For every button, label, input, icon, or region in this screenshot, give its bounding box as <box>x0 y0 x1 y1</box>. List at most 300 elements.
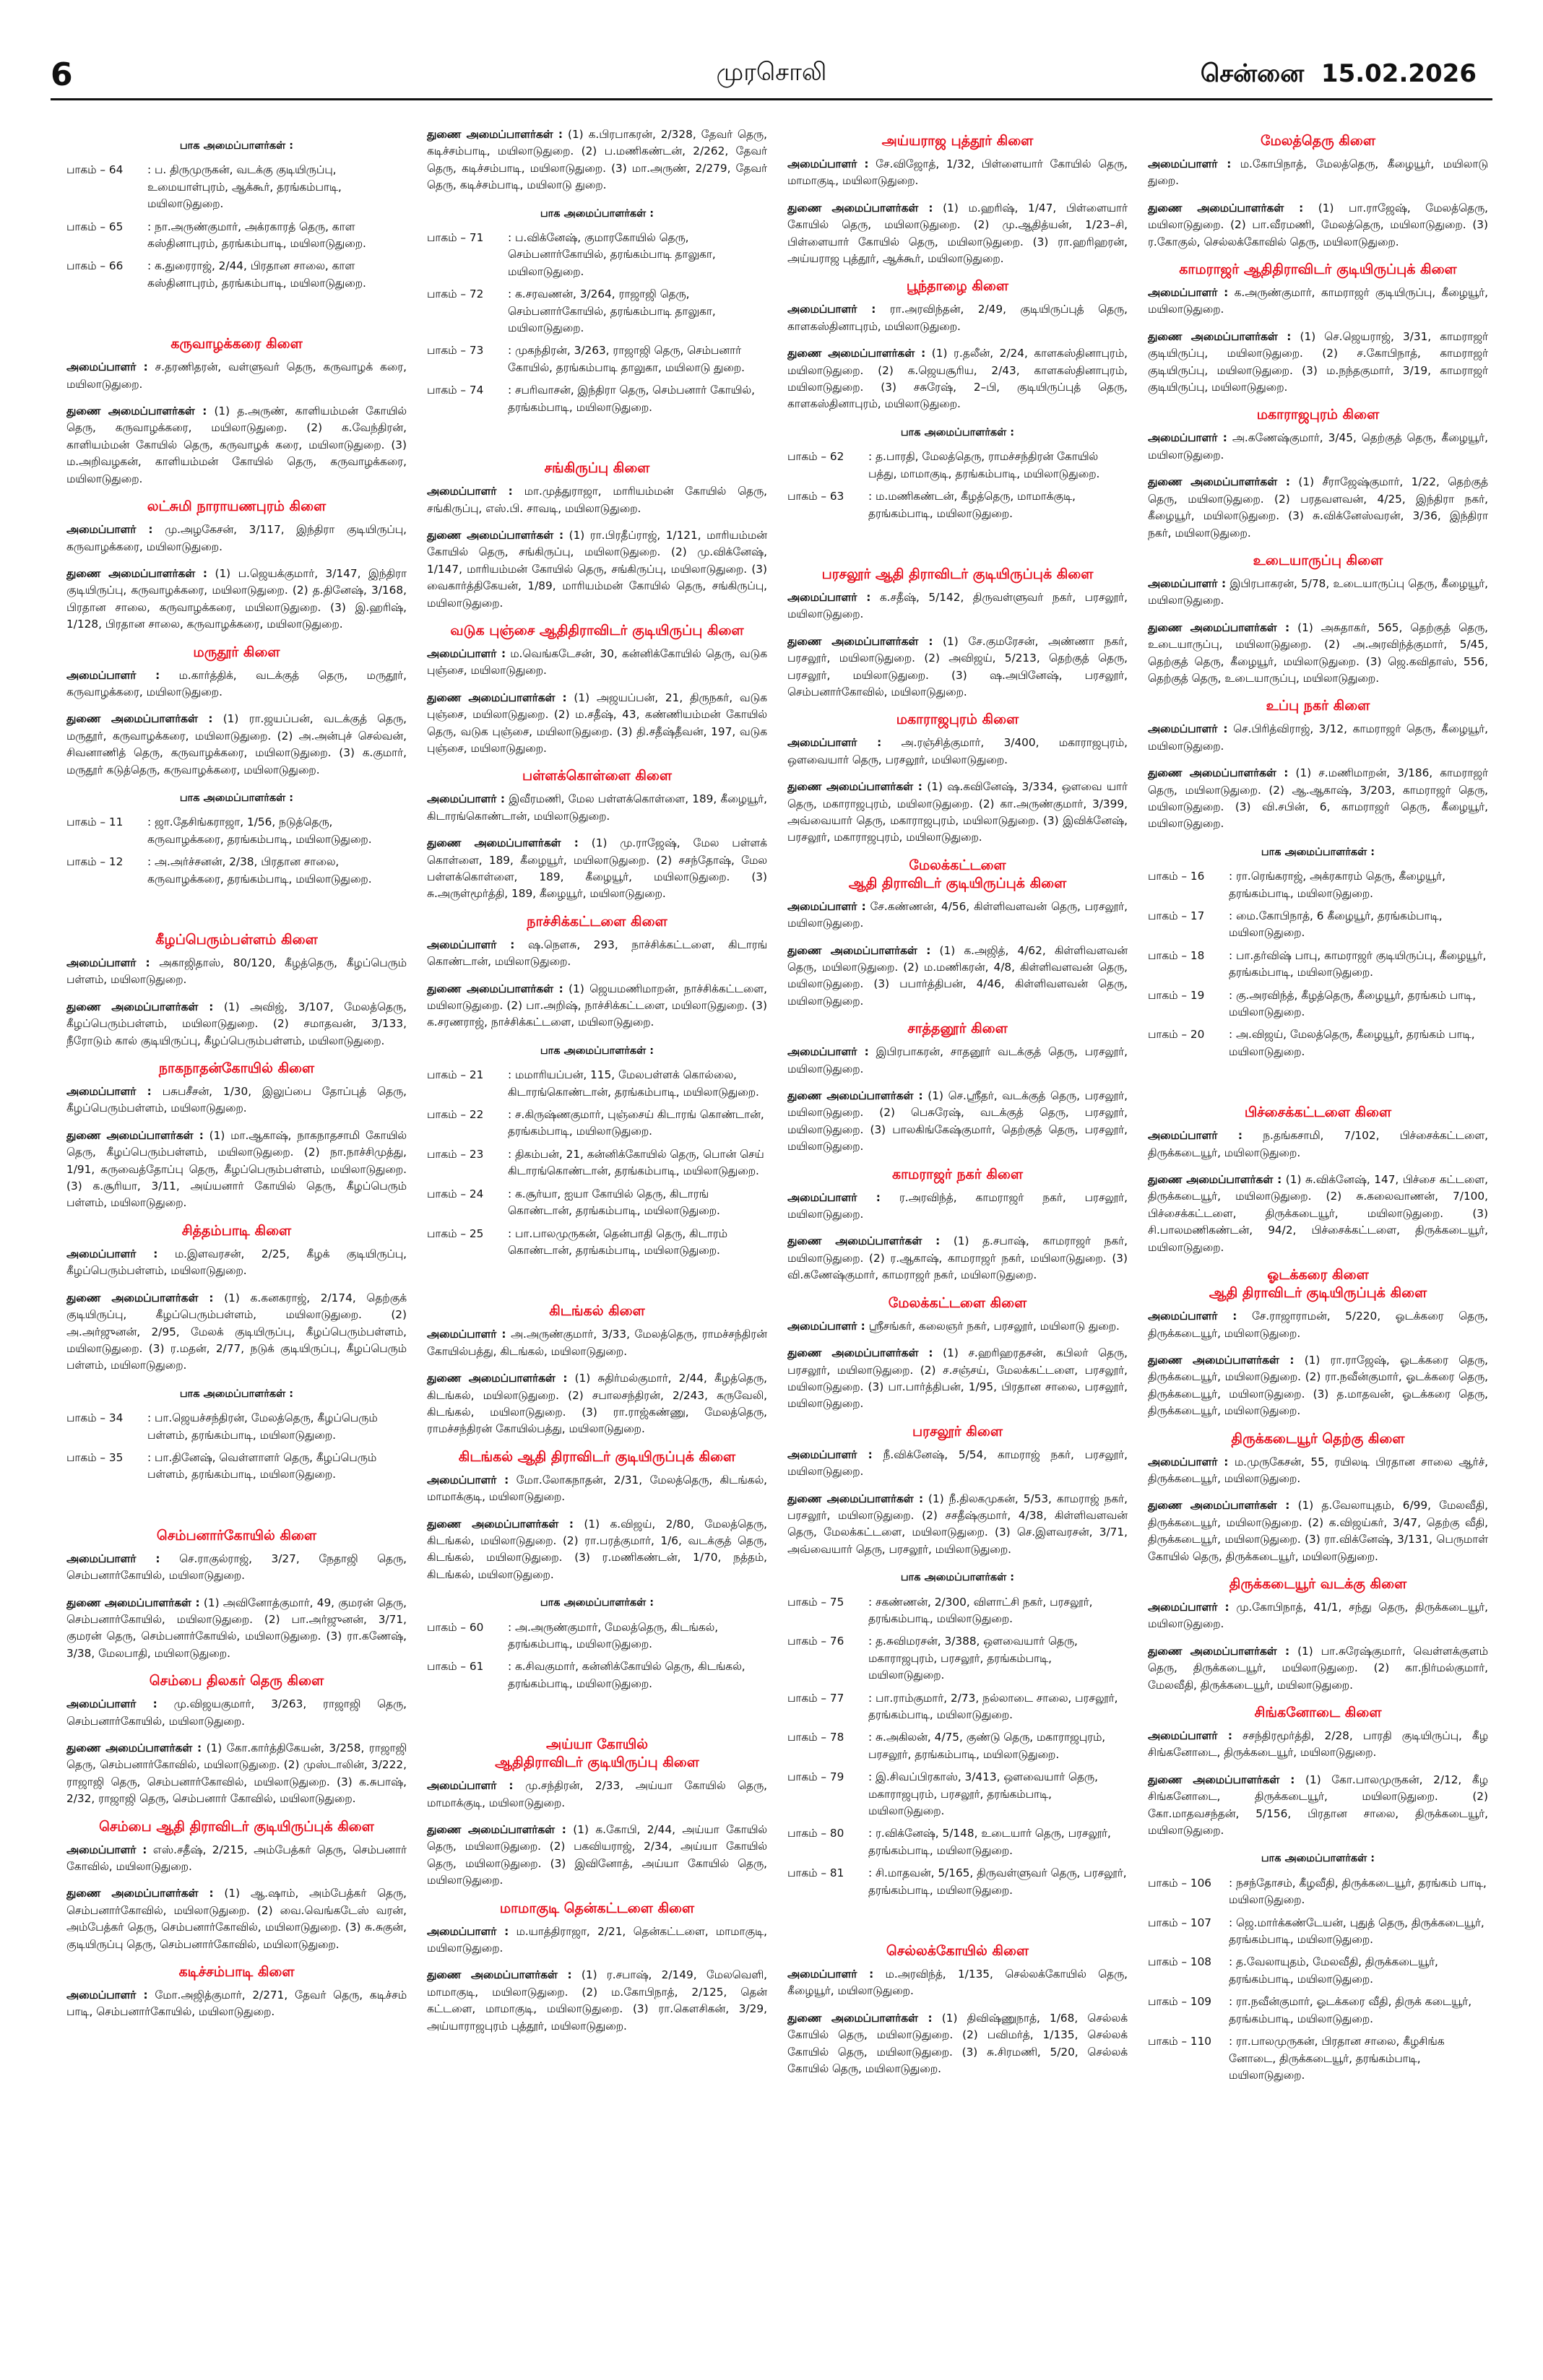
booth-row <box>427 1226 767 1260</box>
deputies-text: (1) அவிஜ், 3/107, மேலத்தெரு, கீழப்பெரும்பள்ளம், மயிலாடுதுறை. (2) சமாதவன், 3/133, நீரோடும் கால் குடியிருப்பு, கீழப்பெரும்பள்ளம், மயிலாடுதுறை. <box>66 1000 407 1047</box>
deputies-text: (1) செ.ஸ்ரீதர், வடக்குத் தெரு, பரசலூர், மயிலாடுதுறை. (2) பெசுரேஷ், வடக்குத் தெரு, பரசலூர், மயிலாடுதுறை. (3) பாலகிங்கேஷ்குமார், தெற்குத் தெரு, பரசலூர், மயிலாடுதுறை. <box>787 1089 1128 1154</box>
deputies-paragraph <box>1148 765 1488 833</box>
deputies-label: துணை அமைப்பாளர்கள் : <box>66 1128 204 1142</box>
secretary-label: அமைப்பாளர் : <box>427 485 513 498</box>
branch-title: கிடங்கல் கிளை <box>549 1303 645 1320</box>
secretary-paragraph <box>427 1778 767 1812</box>
booth-row <box>787 1633 1128 1684</box>
secretary-label: அமைப்பாளர் : <box>787 1045 869 1059</box>
secretary-text: ரா.அரவிந்தன், 2/49, குடியிருப்புத் தெரு, காளகஸ்தினாபுரம், மயிலாடுதுறை. <box>787 303 1128 333</box>
city: சென்னை <box>1200 59 1305 88</box>
secretary-label: அமைப்பாளர் : <box>1148 722 1228 736</box>
section-gap <box>66 893 407 924</box>
secretary-paragraph <box>66 955 407 989</box>
branch-title: வடுக புஞ்சை ஆதிதிராவிடர் குடியிருப்பு கிளை <box>450 622 744 639</box>
secretary-paragraph <box>1148 1128 1488 1161</box>
booth-text: : ரா.நவீன்குமார், ஓடக்கரை வீதி, திருக் கடையூர், தரங்கம்பாடி, மயிலாடுதுறை. <box>1229 1995 1472 2025</box>
branch-section <box>787 857 1128 1010</box>
booth-text: : க.சிவகுமார், கன்னிக்கோயில் தெரு, கிடங்கல், தரங்கம்பாடி, மயிலாடுதுறை. <box>508 1660 745 1690</box>
booth-number: பாகம் – 34 <box>66 1411 124 1425</box>
branch-title: மேலத்தெரு கிளை <box>1260 133 1375 149</box>
branch-title: பரசலூர் ஆதி திராவிடர் குடியிருப்புக் கிளை <box>821 566 1094 582</box>
secretary-text: ம.அரவிந்த், 1/135, செல்லக்கோயில் தெரு, கீழையூர், மயிலாடுதுறை. <box>787 1968 1128 1998</box>
booth-text: : பா.ராம்குமார், 2/73, நல்லாடை சாலை, பரசலூர், தரங்கம்பாடி, மயிலாடுதுறை. <box>868 1691 1118 1721</box>
deputies-text: (1) அசுதாகர், 565, தெற்குத் தெரு, உடையாருப்பு, மயிலாடுதுறை. (2) அ.அரவிந்த்குமார், 5/45, தெற்குத் தெரு, கீழையூர், மயிலாடுதுறை. (3) ஜெ.கவிதாஸ், 556, தெற்குத் தெரு, உடையாருப்பு, மயிலாடுதுறை. <box>1148 620 1488 685</box>
deputies-label: துணை அமைப்பாளர்கள் : <box>1148 1644 1290 1658</box>
booth-row <box>427 1186 767 1220</box>
deputies-paragraph <box>66 1885 407 1953</box>
booth-text: : க.துரைராஜ், 2/44, பிரதான சாலை, காள கஸ்தினாபுரம், தரங்கம்பாடி, மயிலாடுதுறை. <box>147 259 366 290</box>
branch-section <box>1148 1575 1488 1694</box>
branch-section <box>787 1942 1128 2077</box>
booth-text: : அ.அருண்குமார், மேலத்தெரு, கிடங்கல், தரங்கம்பாடி, மயிலாடுதுறை. <box>508 1620 719 1650</box>
secretary-text: ம.இளவரசன், 2/25, கீழக் குடியிருப்பு, கீழப்பெரும்பள்ளம், மயிலாடுதுறை. <box>66 1247 407 1278</box>
deputies-paragraph <box>66 1290 407 1375</box>
booth-row <box>1148 948 1488 982</box>
secretary-text: மு.சந்திரன், 2/33, அய்யா கோயில் தெரு, மாமாக்குடி, மயிலாடுதுறை. <box>427 1779 767 1809</box>
secretary-text: இபிரபாகரன், 5/78, உடையாருப்பு தெரு, கீழையூர், மயிலாடுதுறை. <box>1148 576 1488 607</box>
secretary-text: ஷ.நெளசு, 293, நாச்சிக்கட்டளை, கிடாரங் கொண்டான், மயிலாடுதுறை. <box>427 938 767 969</box>
branch-section <box>787 1294 1128 1413</box>
booth-text: : இ.சிவப்பிரகாஸ், 3/413, ஒளவையார் தெரு, மகாராஜபுரம், பரசலூர், தரங்கம்பாடி, மயிலாடுதுறை. <box>868 1770 1098 1818</box>
secretary-text: சசந்திரமூர்த்தி, 2/28, பாரதி குடியிருப்பு, கீழ சிங்கனோடை, திருக்கடையூர், மயிலாடுதுறை. <box>1148 1729 1488 1760</box>
booth-text: : முகந்திரன், 3/263, ராஜாஜி தெரு, செம்பனார் கோயில், தரங்கம்பாடி தாலுகா, மயிலாடு துறை. <box>508 344 745 374</box>
booth-text: : பா.பாலமுருகன், தென்பாதி தெரு, கிடாரம் கொண்டான், தரங்கம்பாடி, மயிலாடுதுறை. <box>508 1226 727 1257</box>
deputies-label: துணை அமைப்பாளர்கள் : <box>787 1346 933 1360</box>
section-gap <box>1148 2090 1488 2120</box>
booth-text: : ஜா.தேசிங்கராஜா, 1/56, நடுத்தெரு, கருவாழக்கரை, தரங்கம்பாடி, மயிலாடுதுறை. <box>147 815 372 846</box>
secretary-label: அமைப்பாளர் : <box>427 646 506 660</box>
branch-section <box>1148 406 1488 541</box>
secretary-text: இபிரபாகரன், சாதனூர் வடக்குத் தெரு, பரசலூர், மயிலாடுதுறை. <box>787 1045 1128 1076</box>
branch-title: உப்பு நகர் கிளை <box>1266 698 1370 714</box>
booth-number: பாகம் – 107 <box>1148 1916 1212 1929</box>
secretary-label: அமைப்பாளர் : <box>427 938 515 951</box>
secretary-label: அமைப்பாளர் : <box>66 1247 158 1260</box>
branch-section <box>427 1900 767 2035</box>
branch-section <box>1148 1104 1488 1256</box>
secretary-text: அ.கணேஷ்குமார், 3/45, தெற்குத் தெரு, கீழையூர், மயிலாடுதுறை. <box>1148 431 1488 462</box>
booth-number: பாகம் – 64 <box>66 163 124 177</box>
secretary-paragraph <box>427 1924 767 1957</box>
secretary-label: அமைப்பாளர் : <box>787 303 876 316</box>
booth-text: : பா.தினேஷ், வெள்ளாளர் தெரு, கீழப்பெரும் பள்ளம், தரங்கம்பாடி, மயிலாடுதுறை. <box>147 1450 377 1481</box>
deputies-paragraph <box>1148 1643 1488 1694</box>
deputies-label: துணை அமைப்பாளர்கள் : <box>1148 620 1290 634</box>
deputies-text: (1) மு.ராஜேஷ், மேல பள்ளக் கொள்ளை, 189, கீழையூர், மயிலாடுதுறை. (2) சசந்தோஷ், மேல பள்ளக்கொள்ளை, 189, கீழையூர், மயிலாடுதுறை. (3) சு.அருள்மூர்த்தி, 189, கீழையூர், மயிலாடுதுறை. <box>427 836 767 901</box>
secretary-text: ர.அரவிந்த், காமராஜர் நகர், பரசலூர், மயிலாடுதுறை. <box>787 1190 1128 1221</box>
secretary-text: சே.விஜோத், 1/32, பிள்ளையார் கோயில் தெரு, மாமாகுடி, மயிலாடுதுறை. <box>787 157 1128 188</box>
secretary-paragraph <box>787 589 1128 623</box>
booth-text: : ஜெ.மார்க்கண்டேயன், புதுத் தெரு, திருக்கடையூர், தரங்கம்பாடி, மயிலாடுதுறை. <box>1229 1916 1484 1947</box>
deputies-label: துணை அமைப்பாளர்கள் : <box>787 780 922 794</box>
booth-number: பாகம் – 79 <box>787 1770 844 1784</box>
booth-row <box>427 286 767 337</box>
deputies-text: (1) ஷ.கவினேஷ், 3/334, ஒளவை யார் தெரு, மகாராஜபுரம், மயிலாடுதுறை. (2) கா.அருண்குமார், 3/399, அவ்வையார் தெரு, மகாராஜபுரம், மயிலாடுதுறை. (3) இவிக்னேஷ், பரசலூர், மகாராஜபுரம், மயிலாடுதுறை. <box>787 780 1128 844</box>
deputies-text: (1) சீராஜேஷ்குமார், 1/22, தெற்குத் தெரு, மயிலாடுதுறை. (2) பரதவளவன், 4/25, இந்திரா நகர், கீழையூர், மயிலாடுதுறை. (3) சு.விக்னேஸ்வரன், 3/36, இந்திரா நகர், மயிலாடுதுறை. <box>1148 475 1488 540</box>
booth-text: : சு.அகிலன், 4/75, குண்டு தெரு, மகாராஜபுரம், பரசலூர், தரங்கம்பாடி, மயிலாடுதுறை. <box>868 1731 1106 1761</box>
branch-title: மகாராஜபுரம் கிளை <box>896 711 1019 728</box>
secretary-text: ஸ்ரீசங்கர், கலைஞர் நகர், பரசலூர், மயிலாடு துறை. <box>868 1319 1120 1333</box>
booth-number: பாகம் – 25 <box>427 1226 484 1240</box>
branch-section <box>66 498 407 633</box>
secretary-text: சே.ராஜாராமன், 5/220, ஓடக்கரை தெரு, திருக்கடையூர், மயிலாடுதுறை. <box>1148 1310 1488 1340</box>
booth-number: பாகம் – 74 <box>427 384 484 397</box>
booth-number: பாகம் – 19 <box>1148 988 1205 1002</box>
booth-number: பாகம் – 73 <box>427 344 484 358</box>
news-columns <box>66 126 1488 2351</box>
secretary-paragraph <box>66 1551 407 1585</box>
secretary-label: அமைப்பாளர் : <box>66 1989 148 2002</box>
booth-number: பாகம் – 16 <box>1148 870 1205 883</box>
booth-heading: பாக அமைப்பாளர்கள் : <box>179 140 294 152</box>
secretary-text: அகாஜிதாஸ், 80/120, கீழத்தெரு, கீழப்பெரும் பள்ளம், மயிலாடுதுறை. <box>66 956 407 987</box>
booth-number: பாகம் – 81 <box>787 1866 844 1880</box>
booth-row <box>66 854 407 888</box>
booth-text: : மமாரியப்பன், 115, மேலபள்ளக் கொல்லை, கிடாரங்கொண்டான், தரங்கம்பாடி, மயிலாடுதுறை. <box>508 1068 759 1099</box>
column-4 <box>1148 126 1488 2351</box>
booth-row <box>1148 1875 1488 1909</box>
branch-section <box>427 767 767 902</box>
column-1 <box>66 126 407 2351</box>
secretary-paragraph <box>787 156 1128 190</box>
secretary-label: அமைப்பாளர் : <box>1148 286 1229 300</box>
deputies-text: (1) சுதிர்மல்குமார், 2/44, கீழத்தெரு, கிடங்கல், மயிலாடுதுறை. (2) சபாலசந்திரன், 2/243, கருவேலி, கிடங்கல், மயிலாடுதுறை. (3) ரா.ராஜ்கண்ணு, மேலத்தெரு, ராமச்சந்திரன் கோயில்பத்து, மயிலாடுதுறை. <box>427 1372 767 1436</box>
secretary-text: இவீரமணி, மேல பள்ளக்கொள்ளை, 189, கீழையூர், கிடாரங்கொண்டான், மயிலாடுதுறை. <box>427 792 767 823</box>
branch-title: மேலக்கட்டளை ஆதி திராவிடர் குடியிருப்புக் கிளை <box>848 857 1067 891</box>
secretary-label: அமைப்பாளர் : <box>787 899 866 913</box>
booth-number: பாகம் – 11 <box>66 815 124 829</box>
deputies-label: துணை அமைப்பாளர்கள் : <box>66 1741 202 1754</box>
secretary-text: க.சதீஷ், 5/142, திருவள்ளுவர் நகர், பரசலூர், மயிலாடுதுறை. <box>787 590 1128 621</box>
branch-title: காமராஜர் நகர் கிளை <box>891 1166 1024 1182</box>
branch-title: செம்பை திலகர் தெரு கிளை <box>149 1673 324 1689</box>
booth-heading: பாக அமைப்பாளர்கள் : <box>900 1572 1015 1584</box>
deputies-label: துணை அமைப்பாளர்கள் : <box>787 634 933 648</box>
secretary-paragraph <box>66 522 407 555</box>
booth-text: : க.சரவணன், 3/264, ராஜாஜி தெரு, செம்பனார்கோயில், தரங்கம்பாடி தாலுகா, மயிலாடுதுறை. <box>508 287 716 335</box>
secretary-label: அமைப்பாளர் : <box>1148 576 1227 590</box>
secretary-text: மு.அழகேசன், 3/117, இந்திரா குடியிருப்பு, கருவாழக்கரை, மயிலாடுதுறை. <box>66 523 407 553</box>
branch-section <box>1148 552 1488 687</box>
branch-title: காமராஜர் ஆதிதிராவிடர் குடியிருப்புக் கிளை <box>1179 261 1457 278</box>
booth-row <box>1148 868 1488 902</box>
deputies-paragraph <box>1148 200 1488 251</box>
booth-number: பாகம் – 72 <box>427 287 484 301</box>
branch-section <box>427 459 767 612</box>
branch-section <box>66 1818 407 1953</box>
booth-text: : மை.கோபிநாத், 6 கீழையூர், தரங்கம்பாடி, மயிலாடுதுறை. <box>1229 909 1443 940</box>
secretary-label: அமைப்பாளர் : <box>787 1190 881 1204</box>
deputies-text: (1) சே.குமரேசன், அண்ணா நகர், பரசலூர், மயிலாடுதுறை. (2) அவிஜய், 5/213, தெற்குத் தெரு, பரசலூர், மயிலாடுதுறை. (3) ஷ.அபினேஷ், பரசலூர், செம்பனார்கோவில், மயிலாடுதுறை. <box>787 634 1128 698</box>
booth-row <box>787 1594 1128 1628</box>
booth-heading: பாக அமைப்பாளர்கள் : <box>540 1044 654 1057</box>
booth-row <box>787 1690 1128 1724</box>
branch-title: மாமாகுடி தென்கட்டளை கிளை <box>499 1900 695 1916</box>
deputies-label: துணை அமைப்பாளர்கள் : <box>66 566 208 580</box>
deputies-paragraph <box>1148 620 1488 688</box>
secretary-label: அமைப்பாளர் : <box>66 1085 152 1099</box>
secretary-paragraph <box>66 1696 407 1730</box>
deputies-label: துணை அமைப்பாளர்கள் : <box>427 1517 574 1531</box>
branch-section <box>787 1423 1128 1935</box>
secretary-label: அமைப்பாளர் : <box>66 668 160 682</box>
secretary-text: ம.யாத்திராஜா, 2/21, தென்கட்டளை, மாமாகுடி, மயிலாடுதுறை. <box>427 1924 767 1955</box>
booth-text: : த.வேலாயுதம், மேலவீதி, திருக்கடையூர், தரங்கம்பாடி, மயிலாடுதுறை. <box>1229 1955 1438 1986</box>
booth-row <box>787 1729 1128 1763</box>
secretary-text: மோ.அஜித்குமார், 2/271, தேவர் தெரு, கடிச்சம் பாடி, செம்பனார்கோயில், மயிலாடுதுறை. <box>66 1989 407 2019</box>
booth-number: பாகம் – 78 <box>787 1731 844 1744</box>
booth-heading: பாக அமைப்பாளர்கள் : <box>179 792 294 804</box>
booth-row <box>1148 1026 1488 1060</box>
secretary-paragraph <box>787 1966 1128 2000</box>
deputies-paragraph <box>427 1370 767 1438</box>
booth-text: : பா.ஜெயச்சந்திரன், மேலத்தெரு, கீழப்பெரும் பள்ளம், தரங்கம்பாடி, மயிலாடுதுறை. <box>147 1411 378 1442</box>
booth-text: : பா.தர்விஷ் பாபு, காமராஜர் குடியிருப்பு, கீழையூர், தரங்கம்பாடி, மயிலாடுதுறை. <box>1229 948 1487 979</box>
deputies-text: (1) திவிஷ்ணுநாத், 1/68, செல்லக் கோயில் தெரு, மயிலாடுதுறை. (2) பவிமர்த், 1/135, செல்லக் கோயில் தெரு, மயிலாடுதுறை. (3) சு.சிரமணி, 5/20, செல்லக் கோயில் தெரு, மயிலாடுதுறை. <box>787 2011 1128 2076</box>
secretary-text: நீ.விக்னேஷ், 5/54, காமராஜ் நகர், பரசலூர், மயிலாடுதுறை. <box>787 1448 1128 1479</box>
secretary-label: அமைப்பாளர் : <box>66 956 150 969</box>
booth-row <box>787 488 1128 522</box>
deputies-label: துணை அமைப்பாளர்கள் : <box>1148 1353 1295 1367</box>
secretary-paragraph <box>66 667 407 701</box>
deputies-text: (1) ரா.ராஜேஷ், ஓடக்கரை தெரு, திருக்கடையூர், மயிலாடுதுறை. (2) ரா.நவீன்குமார், ஓடக்கரை தெரு, திருக்கடையூர், மயிலாடுதுறை. (3) த.மாதவன், ஓடக்கரை தெரு, திருக்கடையூர், மயிலாடுதுறை. <box>1148 1353 1488 1418</box>
secretary-label: அமைப்பாளர் : <box>66 1697 157 1711</box>
booth-heading: பாக அமைப்பாளர்கள் : <box>540 1597 654 1609</box>
secretary-text: எஸ்.சதீஷ், 2/215, அம்பேத்கர் தெரு, செம்பனார் கோவில், மயிலாடுதுறை. <box>66 1843 407 1874</box>
secretary-paragraph <box>1148 721 1488 755</box>
deputies-text: (1) அவினோத்குமார், 49, குமரன் தெரு, செம்பனார்கோயில், மயிலாடுதுறை. (2) பா.அர்ஜுனன், 3/71, குமரன் தெரு, செம்பனார்கோயில், மயிலாடுதுறை. (3) ரா.கணேஷ், 3/38, மேலபாதி, மயிலாடுதுறை. <box>66 1596 407 1660</box>
booth-number: பாகம் – 12 <box>66 855 124 869</box>
booth-number: பாகம் – 66 <box>66 259 124 273</box>
secretary-text: மா.முத்துராஜா, மாரியம்மன் கோயில் தெரு, சங்கிருப்பு, எஸ்.பி. சாவடி, மயிலாடுதுறை. <box>427 485 767 515</box>
secretary-label: அமைப்பாளர் : <box>427 792 506 806</box>
deputies-text: (1) ஜெயமணிமாறன், நாச்சிக்கட்டளை, மயிலாடுதுறை. (2) பா.அறிஷ், நாச்சிக்கட்டளை, மயிலாடுதுறை. (3) க.சரணராஜ், நாச்சிக்கட்டளை, மயிலாடுதுறை. <box>427 982 767 1029</box>
deputies-label: துணை அமைப்பாளர்கள் : <box>66 1596 200 1609</box>
branch-section <box>787 566 1128 701</box>
branch-section <box>66 644 407 924</box>
deputies-paragraph <box>66 999 407 1050</box>
deputies-text: (1) சு.விக்னேஷ், 147, பிச்சை கட்டளை, திருக்கடையூர், மயிலாடுதுறை. (2) சு.கலைவாணன், 7/100, பிச்சைக்கட்டளை, திருக்கடையூர், மயிலாடுதுறை. (3) சி.பாலமணிகண்டன், 94/2, பிச்சைக்கட்டளை, திருக்கடையூர், மயிலாடுதுறை. <box>1148 1173 1488 1254</box>
deputies-paragraph <box>66 1595 407 1663</box>
booth-row <box>787 1769 1128 1819</box>
booth-row <box>427 342 767 376</box>
booth-row <box>66 162 407 212</box>
deputies-text: (1) கோ.கார்த்திகேயன், 3/258, ராஜாஜி தெரு, செம்பனார்கோவில், மயிலாடுதுறை. (2) முஸ்டாலின், 3/222, ராஜாஜி தெரு, செம்பனார்கோவில், மயிலாடுதுறை. (3) க.சுபாஷ், 2/32, ராஜாஜி தெரு, செம்பனார் கோவில், மயிலாடுதுறை. <box>66 1741 407 1806</box>
booth-text: : நா.அருண்குமார், அக்ரகாரத் தெரு, காள கஸ்தினாபுரம், தரங்கம்பாடி, மயிலாடுதுறை. <box>147 220 366 251</box>
deputies-text: (1) ம.ஹரிஷ், 1/47, பிள்ளையார் கோயில் தெரு, மயிலாடுதுறை. (2) மு.ஆதித்யன், 1/23–சி, பிள்ளையார் கோயில் தெரு, மயிலாடுதுறை. (3) ரா.ஹரிஹரன், அய்யராஜ புத்தூர், ஆக்கூர், மயிலாடுதுறை. <box>787 201 1128 266</box>
booth-number: பாகம் – 63 <box>787 490 844 503</box>
deputies-paragraph <box>1148 329 1488 397</box>
booth-row <box>427 1067 767 1101</box>
deputies-label: துணை அமைப்பாளர்கள் : <box>427 1372 568 1385</box>
secretary-paragraph <box>427 1472 767 1506</box>
secretary-label: அமைப்பாளர் : <box>787 736 882 750</box>
branch-title: கீழப்பெரும்பள்ளம் கிளை <box>155 932 318 948</box>
deputies-text: (1) ர.சபாஷ், 2/149, மேலவெளி, மாமாகுடி, மயிலாடுதுறை. (2) ம.கோபிநாத், 2/125, தென் கட்டளை, மாமாகுடி, மயிலாடுதுறை. (3) ரா.கௌசிகன், 3/29, அய்யாராஜபுரம் புத்தூர், மயிலாடுதுறை. <box>427 1968 767 2033</box>
branch-section <box>66 1963 407 2021</box>
booth-text: : சபரிவாசன், இந்திரா தெரு, செம்பனார் கோயில், தரங்கம்பாடி, மயிலாடுதுறை. <box>508 384 755 414</box>
deputies-text: (1) நீ.திலகமுகன், 5/53, காமராஜ் நகர், பரசலூர், மயிலாடுதுறை. (2) சசதீஷ்குமார், 4/38, கிள்ளிவளவன் தெரு, மேலக்கட்டளை, மயிலாடுதுறை. (3) செ.இளவரசன், 3/71, அவ்வையார் தெரு, பரசலூர், மயிலாடுதுறை. <box>787 1492 1128 1556</box>
section-gap <box>427 1698 767 1728</box>
booth-text: : சி.மாதவன், 5/165, திருவள்ளுவர் தெரு, பரசலூர், தரங்கம்பாடி, மயிலாடுதுறை. <box>868 1866 1127 1897</box>
secretary-text: ம.முருகேசன், 55, ரயிலடி பிரதான சாலை ஆர்ச், திருக்கடையூர், மயிலாடுதுறை. <box>1148 1455 1488 1485</box>
branch-section <box>427 1736 767 1889</box>
deputies-text: (1) த.அருண், காளியம்மன் கோயில் தெரு, கருவாழக்கரை, மயிலாடுதுறை. (2) க.வேந்திரன், காளியம்மன் கோயில் தெரு, கருவாழக் கரை, மயிலாடுதுறை. (3) ம.அறிவழகன், காளியம்மன் கோயில் தெரு, கருவாழக்கரை, மயிலாடுதுறை. <box>66 404 407 485</box>
deputies-label: துணை அமைப்பாளர்கள் : <box>787 1089 923 1103</box>
secretary-text: ம.வெங்கடேசன், 30, கன்னிக்கோயில் தெரு, வடுக புஞ்சை, மயிலாடுதுறை. <box>427 646 767 678</box>
secretary-paragraph <box>787 301 1128 335</box>
secretary-paragraph <box>787 1447 1128 1481</box>
booth-text: : அ.அர்ச்சனன், 2/38, பிரதான சாலை, கருவாழக்கரை, தரங்கம்பாடி, மயிலாடுதுறை. <box>147 855 372 886</box>
deputies-paragraph <box>427 835 767 903</box>
secretary-label: அமைப்பாளர் : <box>66 1843 147 1856</box>
secretary-label: அமைப்பாளர் : <box>66 1552 160 1565</box>
booth-row <box>66 1450 407 1484</box>
booth-number: பாகம் – 24 <box>427 1187 484 1200</box>
secretary-label: அமைப்பாளர் : <box>1148 1600 1229 1614</box>
branch-section <box>427 913 767 1296</box>
column-3 <box>787 126 1128 2351</box>
branch-section <box>427 622 767 757</box>
booth-text: : ப. திருமுருகன், வடக்கு குடியிருப்பு, உமையாள்புரம், ஆக்கூர், தரங்கம்பாடி, மயிலாடுதுறை. <box>147 163 342 211</box>
branch-section <box>1148 261 1488 396</box>
booth-number: பாகம் – 80 <box>787 1827 844 1840</box>
secretary-text: ம.கோபிநாத், மேலத்தெரு, கீழையூர், மயிலாடு துறை. <box>1148 157 1488 188</box>
date: 15.02.2026 <box>1321 59 1477 88</box>
deputies-text: (1) க.கோபி, 2/44, அய்யா கோயில் தெரு, மயிலாடுதுறை. (2) பகவியராஜ், 2/34, அய்யா கோயில் தெரு, மயிலாடுதுறை. (3) இவினோத், அய்யா கோயில் தெரு, மயிலாடுதுறை. <box>427 1823 767 1887</box>
secretary-paragraph <box>66 1842 407 1876</box>
deputies-text: (1) பா.ராஜேஷ், மேலத்தெரு, மயிலாடுதுறை. (2) பா.வீரமணி, மேலத்தெரு, மயிலாடுதுறை. (3) ர.கோகுல், செல்லக்கோவில் தெரு, மயிலாடுதுறை. <box>1148 201 1488 248</box>
booth-row <box>66 814 407 848</box>
secretary-label: அமைப்பாளர் : <box>66 360 148 374</box>
secretary-paragraph <box>427 937 767 971</box>
deputies-label: துணை அமைப்பாளர்கள் : <box>1148 329 1292 343</box>
secretary-label: அமைப்பாளர் : <box>427 1328 506 1341</box>
branch-title: சாத்தனூர் கிளை <box>907 1021 1008 1037</box>
deputies-text: (1) ரா.ஜயப்பன், வடக்குத் தெரு, மருதூர், கருவாழக்கரை, மயிலாடுதுறை. (2) அ.அன்புச் செல்வன், சிவனாணித் தெரு, கருவாழக்கரை, மயிலாடுதுறை. (3) க.குமார், மருதூர் கடுத்தெரு, கருவாழக்கரை, மயிலாடுதுறை. <box>66 712 407 776</box>
secretary-text: அ.ரஞ்சித்குமார், 3/400, மகாராஜபுரம், ஒளவையார் தெரு, பரசலூர், மயிலாடுதுறை. <box>787 736 1128 766</box>
deputies-paragraph <box>787 1345 1128 1413</box>
deputies-text: (1) க.விஜய், 2/80, மேலத்தெரு, கிடங்கல், மயிலாடுதுறை. (2) ரா.பரத்குமார், 1/6, வடக்குத் தெரு, கிடங்கல், மயிலாடுதுறை. (3) ர.மணிகண்டன், 1/70, நத்தம், கிடங்கல், மயிலாடுதுறை. <box>427 1517 767 1581</box>
branch-title: திருக்கடையூர் தெற்கு கிளை <box>1231 1430 1405 1447</box>
deputies-text: (1) க.அஜித், 4/62, கிள்ளிவளவன் தெரு, மயிலாடுதுறை. (2) ம.மணிகரன், 4/8, கிள்ளிவளவன் தெரு, மயிலாடுதுறை. (3) பபார்த்திபன், 4/46, கிள்ளிவளவன் தெரு, மயிலாடுதுறை. <box>787 943 1128 1008</box>
secretary-paragraph <box>427 646 767 680</box>
secretary-paragraph <box>1148 285 1488 319</box>
deputies-text: (1) கோ.பாலமுருகன், 2/12, கீழ சிங்கனோடை, திருக்கடையூர், மயிலாடுதுறை. (2) கோ.மாதவசந்தன், 5/156, பிரதான சாலை, திருக்கடையூர், மயிலாடுதுறை. <box>1148 1773 1488 1838</box>
deputies-paragraph <box>66 566 407 633</box>
deputies-paragraph <box>787 1491 1128 1559</box>
secretary-text: ச.தரணிதரன், வள்ளுவர் தெரு, கருவாழக் கரை, மயிலாடுதுறை. <box>66 360 407 391</box>
branch-title: அய்யா கோயில் ஆதிதிராவிடர் குடியிருப்பு கிளை <box>495 1736 699 1771</box>
branch-title: நாச்சிக்கட்டளை கிளை <box>527 913 667 930</box>
branch-title: அய்யராஜ புத்தூர் கிளை <box>881 133 1034 149</box>
branch-section <box>1148 697 1488 1096</box>
deputies-label: துணை அமைப்பாளர்கள் : <box>787 201 933 215</box>
booth-number: பாகம் – 60 <box>427 1620 484 1634</box>
deputies-paragraph <box>427 1967 767 2035</box>
booth-number: பாகம் – 110 <box>1148 2035 1212 2048</box>
branch-title: கிடங்கல் ஆதி திராவிடர் குடியிருப்புக் கிளை <box>458 1448 736 1465</box>
deputies-label: துணை அமைப்பாளர்கள் : <box>1148 766 1289 780</box>
branch-title: சிங்கனோடை கிளை <box>1254 1705 1382 1721</box>
secretary-text: செ.ராகுல்ராஜ், 3/27, நேதாஜி தெரு, செம்பனார்கோயில், மயிலாடுதுறை. <box>66 1552 407 1583</box>
booth-number: பாகம் – 62 <box>787 450 844 464</box>
secretary-label: அமைப்பாளர் : <box>1148 1729 1232 1742</box>
booth-text: : ர.விக்னேஷ், 5/148, உடையார் தெரு, பரசலூர், தரங்கம்பாடி, மயிலாடுதுறை. <box>868 1827 1111 1857</box>
secretary-paragraph <box>66 1246 407 1280</box>
deputies-label: துணை அமைப்பாளர்கள் : <box>427 528 564 542</box>
secretary-paragraph <box>787 735 1128 769</box>
branch-section <box>66 335 407 488</box>
deputies-label: துணை அமைப்பாளர்கள் : <box>427 128 563 141</box>
booth-number: பாகம் – 22 <box>427 1108 484 1122</box>
booth-number: பாகம் – 77 <box>787 1691 844 1705</box>
booth-number: பாகம் – 17 <box>1148 909 1205 922</box>
page-number: 6 <box>51 56 73 93</box>
secretary-paragraph <box>1148 1454 1488 1488</box>
booth-row <box>427 382 767 416</box>
booth-text: : க.சூர்யா, ஐயா கோயில் தெரு, கிடாரங் கொண்டான், தரங்கம்பாடி, மயிலாடுதுறை. <box>508 1187 720 1218</box>
deputies-paragraph <box>66 1740 407 1808</box>
booth-heading: பாக அமைப்பாளர்கள் : <box>1261 1853 1375 1865</box>
secretary-paragraph <box>427 791 767 825</box>
branch-title: மருதூர் கிளை <box>193 644 280 660</box>
branch-section <box>1148 1266 1488 1419</box>
deputies-label: துணை அமைப்பாளர்கள் : <box>66 1291 214 1304</box>
booth-text: : த.சுவிமரசன், 3/388, ஒளவையார் தெரு, மகாராஜபுரம், பரசலூர், தரங்கம்பாடி, மயிலாடுதுறை. <box>868 1635 1078 1682</box>
booth-text: : கு.அரவிந்த், கீழத்தெரு, கீழையூர், தரங்கம் பாடி, மயிலாடுதுறை. <box>1229 988 1477 1019</box>
booth-text: : த.பாரதி, மேலத்தெரு, ராமச்சந்திரன் கோயில் பத்து, மாமாகுடி, தரங்கம்பாடி, மயிலாடுதுறை. <box>868 450 1100 480</box>
branch-title: ஓடக்கரை கிளை ஆதி திராவிடர் குடியிருப்புக் கிளை <box>1209 1267 1427 1302</box>
branch-title: மகாராஜபுரம் கிளை <box>1256 407 1380 423</box>
secretary-label: அமைப்பாளர் : <box>427 1779 514 1793</box>
branch-title: கருவாழக்கரை கிளை <box>170 336 303 352</box>
deputies-paragraph <box>787 1088 1128 1156</box>
secretary-paragraph <box>1148 576 1488 610</box>
deputies-text: (1) அஜயப்பன், 21, திருநகர், வடுக புஞ்சை, மயிலாடுதுறை. (2) ம.சதீஷ், 43, கண்ணியம்மன் கோயில் தெரு, வடுக புஞ்சை, மயிலாடுதுறை. (3) தி.சதீஷ்தீவன், 197, வடுக புஞ்சை, மயிலாடுதுறை. <box>427 691 767 755</box>
section-gap <box>66 298 407 328</box>
deputies-text: (1) மா.ஆகாஷ், நாகநாதசாமி கோயில் தெரு, கீழப்பெரும்பள்ளம், மயிலாடுதுறை. (2) நா.நாச்சிமுத்து, 1/91, கருவைத்தோப்பு தெரு, கீழப்பெரும்பள்ளம், மயிலாடுதுறை. (3) க.சூரியா, 3/11, அய்யனார் கோயில் தெரு, கீழப்பெரும் பள்ளம், மயிலாடுதுறை. <box>66 1128 407 1210</box>
deputies-paragraph <box>787 200 1128 268</box>
branch-section <box>427 1302 767 1437</box>
booth-number: பாகம் – 20 <box>1148 1028 1205 1042</box>
booth-number: பாகம் – 75 <box>787 1595 844 1609</box>
secretary-paragraph <box>427 1326 767 1360</box>
booth-text: : ரா.பாலமுருகன், பிரதான சாலை, கீழசிங்க னோடை, திருக்கடையூர், தரங்கம்பாடி, மயிலாடுதுறை. <box>1229 2035 1445 2082</box>
branch-section <box>66 138 407 328</box>
branch-section <box>427 126 767 452</box>
booth-text: : அ.விஜய், மேலத்தெரு, கீழையூர், தரங்கம் பாடி, மயிலாடுதுறை. <box>1229 1028 1475 1058</box>
booth-text: : சகண்ணன், 2/300, விளாட்சி நகர், பரசலூர், தரங்கம்பாடி, மயிலாடுதுறை. <box>868 1595 1093 1625</box>
booth-text: : ம.மணிகண்டன், கீழத்தெரு, மாமாக்குடி, தரங்கம்பாடி, மயிலாடுதுறை. <box>868 490 1076 520</box>
branch-title: செம்பனார்கோயில் கிளை <box>156 1527 317 1544</box>
deputies-paragraph <box>787 779 1128 847</box>
deputies-text: (1) க.பிரபாகரன், 2/328, தேவர் தெரு, கடிச்சம்பாடி, மயிலாடுதுறை. (2) ப.மணிகண்டன், 2/262, தேவர் தெரு, கடிச்சம்பாடி, மயிலாடுதுறை. (3) மா.அருண், 2/279, தேவர் தெரு, கடிச்சம்பாடி, மயிலாடு துறை. <box>427 128 767 192</box>
booth-row <box>427 1658 767 1692</box>
secretary-label: அமைப்பாளர் : <box>427 1473 509 1487</box>
secretary-paragraph <box>1148 430 1488 464</box>
section-gap <box>66 1489 407 1520</box>
secretary-paragraph <box>66 1987 407 2021</box>
deputies-label: துணை அமைப்பாளர்கள் : <box>427 982 563 995</box>
secretary-paragraph <box>787 1318 1128 1335</box>
secretary-text: மோ.லோகநாதன், 2/31, மேலத்தெரு, கிடங்கல், மாமாக்குடி, மயிலாடுதுறை. <box>427 1473 767 1504</box>
branch-section <box>787 711 1128 846</box>
masthead-rule <box>51 98 1492 100</box>
booth-row <box>787 1865 1128 1899</box>
secretary-text: ம.கார்த்திக், வடக்குத் தெரு, மருதூர், கருவாழக்கரை, மயிலாடுதுறை. <box>66 668 407 698</box>
